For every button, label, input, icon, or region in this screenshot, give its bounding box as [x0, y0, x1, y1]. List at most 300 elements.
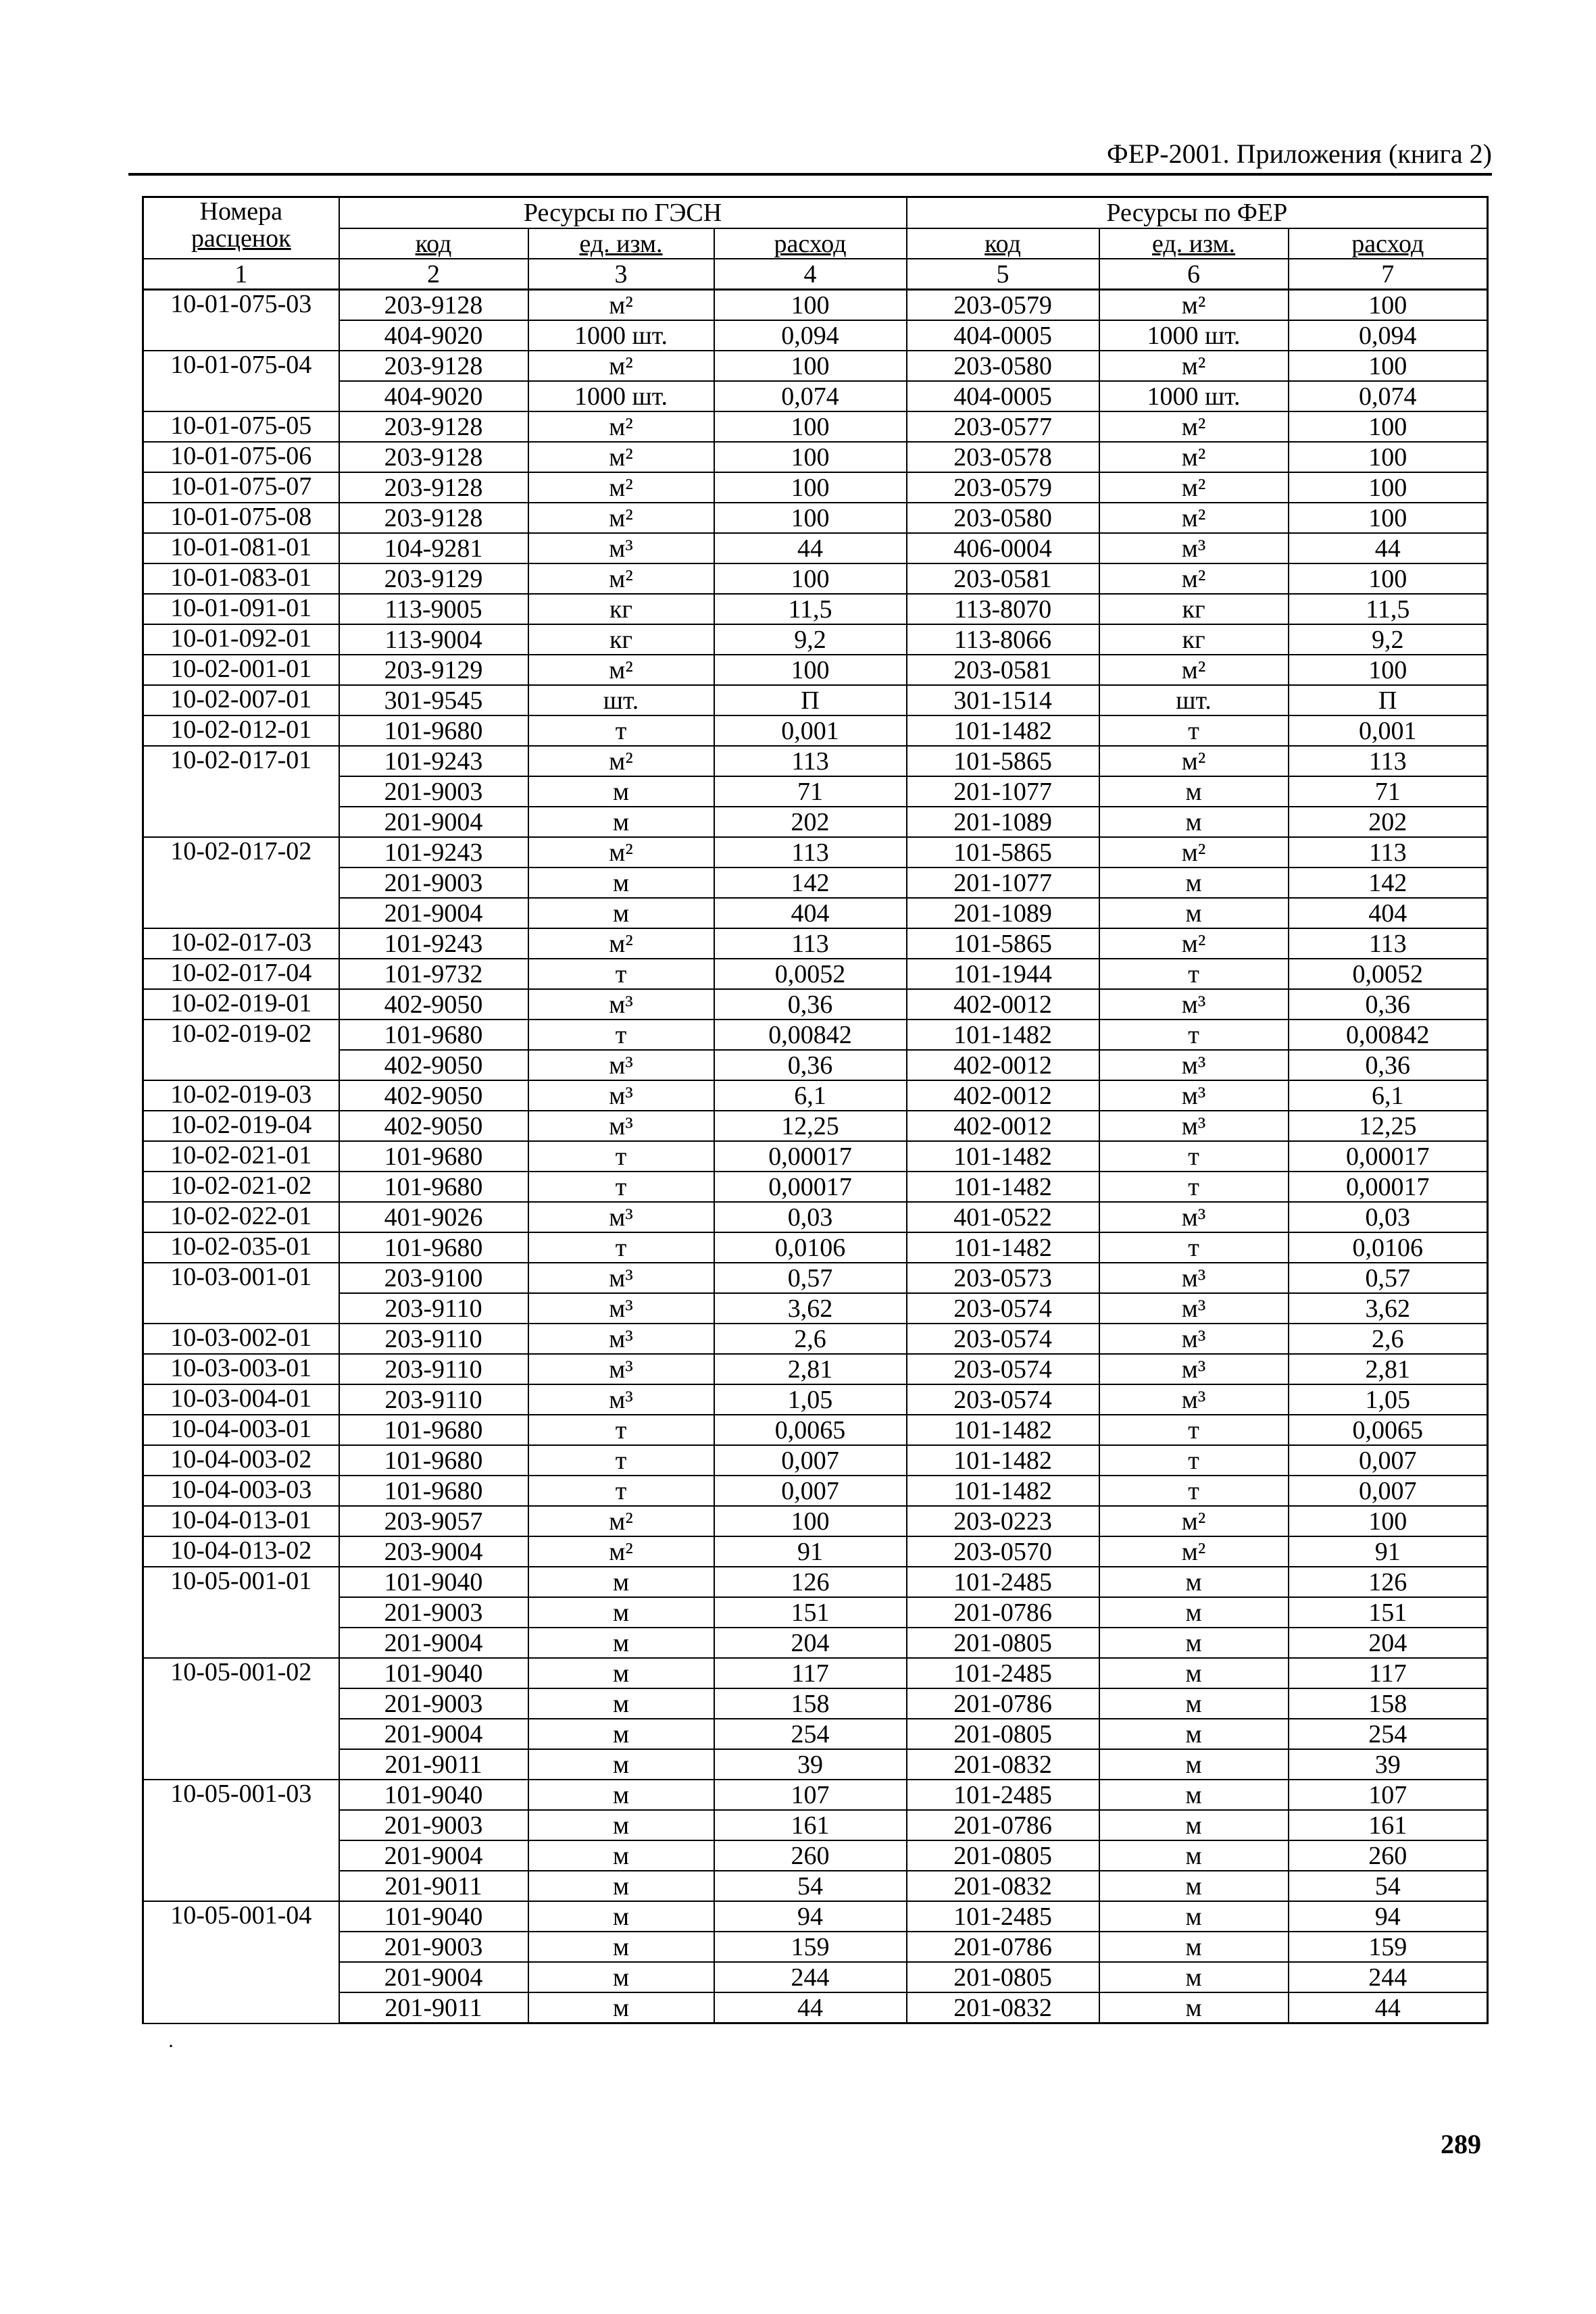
gesn-consumption-cell: 0,57: [714, 1263, 907, 1293]
gesn-consumption-cell: 94: [714, 1901, 907, 1932]
table-row: [143, 1415, 1488, 1445]
gesn-code-cell: 104-9281: [339, 533, 528, 563]
gesn-unit-cell: м²: [528, 351, 714, 381]
table-row: [143, 1111, 1488, 1141]
table-row: [143, 594, 1488, 624]
fer-consumption-cell: 151: [1289, 1597, 1488, 1628]
table-row: [143, 1506, 1488, 1536]
rate-number-cell: 10-02-017-02: [143, 837, 339, 928]
gesn-code-cell: 201-9004: [339, 1840, 528, 1871]
gesn-consumption-cell: 91: [714, 1536, 907, 1567]
table-row: [143, 1324, 1488, 1354]
gesn-consumption-cell: 100: [714, 351, 907, 381]
fer-consumption-cell: 113: [1289, 837, 1488, 867]
gesn-unit-cell: м³: [528, 1202, 714, 1232]
fer-code-cell: 404-0005: [907, 381, 1099, 411]
fer-unit-cell: шт.: [1099, 685, 1289, 715]
gesn-unit-cell: м: [528, 1871, 714, 1901]
fer-consumption-cell: 100: [1289, 290, 1488, 321]
gesn-consumption-cell: 161: [714, 1810, 907, 1840]
rate-number-cell: 10-02-035-01: [143, 1232, 339, 1263]
table-row: [143, 351, 1488, 381]
fer-unit-cell: м²: [1099, 411, 1289, 442]
gesn-unit-cell: м³: [528, 1080, 714, 1111]
gesn-unit-cell: м: [528, 1628, 714, 1658]
fer-unit-cell: м³: [1099, 1324, 1289, 1354]
gesn-code-cell: 201-9004: [339, 898, 528, 928]
gesn-consumption-cell: 39: [714, 1749, 907, 1780]
page-number: 289: [1441, 2129, 1481, 2159]
rate-number-cell: 10-04-013-02: [143, 1536, 339, 1567]
gesn-code-cell: 101-9680: [339, 1172, 528, 1202]
fer-consumption-cell: 6,1: [1289, 1080, 1488, 1111]
fer-code-cell: 201-1089: [907, 898, 1099, 928]
gesn-consumption-header: расход: [714, 228, 907, 259]
fer-unit-cell: м: [1099, 1688, 1289, 1719]
gesn-unit-cell: м: [528, 898, 714, 928]
gesn-consumption-cell: 44: [714, 533, 907, 563]
fer-unit-cell: м²: [1099, 746, 1289, 776]
fer-code-cell: 203-0574: [907, 1324, 1099, 1354]
rate-number-cell: 10-01-092-01: [143, 624, 339, 655]
gesn-code-cell: 101-9243: [339, 746, 528, 776]
fer-code-cell: 201-0805: [907, 1719, 1099, 1749]
fer-consumption-cell: 3,62: [1289, 1293, 1488, 1324]
gesn-unit-cell: м: [528, 1719, 714, 1749]
gesn-code-cell: 201-9003: [339, 867, 528, 898]
table-row: [143, 807, 1488, 837]
fer-unit-cell: м: [1099, 1780, 1289, 1810]
gesn-unit-cell: м²: [528, 563, 714, 594]
gesn-consumption-cell: 0,00842: [714, 1020, 907, 1050]
table-row: [143, 1871, 1488, 1901]
gesn-code-cell: 203-9057: [339, 1506, 528, 1536]
table-row: [143, 1141, 1488, 1172]
gesn-code-cell: 201-9003: [339, 1597, 528, 1628]
gesn-code-cell: 101-9040: [339, 1658, 528, 1688]
fer-code-cell: 201-0805: [907, 1628, 1099, 1658]
fer-unit-cell: м: [1099, 1597, 1289, 1628]
gesn-unit-cell: м: [528, 867, 714, 898]
gesn-consumption-cell: 100: [714, 472, 907, 503]
gesn-unit-cell: м³: [528, 1263, 714, 1293]
gesn-code-cell: 101-9040: [339, 1780, 528, 1810]
fer-unit-cell: м³: [1099, 1354, 1289, 1384]
table-row: [143, 776, 1488, 807]
table-row: [143, 1688, 1488, 1719]
gesn-consumption-cell: 71: [714, 776, 907, 807]
fer-consumption-cell: 244: [1289, 1962, 1488, 1992]
gesn-code-cell: 101-9040: [339, 1901, 528, 1932]
gesn-code-cell: 201-9004: [339, 1628, 528, 1658]
fer-code-cell: 203-0580: [907, 503, 1099, 533]
column-number: 6: [1099, 259, 1289, 290]
gesn-code-cell: 203-9129: [339, 563, 528, 594]
fer-consumption-cell: 2,81: [1289, 1354, 1488, 1384]
gesn-code-cell: 203-9128: [339, 290, 528, 321]
fer-consumption-cell: 71: [1289, 776, 1488, 807]
gesn-consumption-cell: 1,05: [714, 1384, 907, 1415]
gesn-code-cell: 203-9110: [339, 1384, 528, 1415]
fer-unit-cell: м: [1099, 1992, 1289, 2023]
rate-number-cell: 10-01-075-04: [143, 351, 339, 411]
gesn-code-cell: 402-9050: [339, 1080, 528, 1111]
gesn-consumption-cell: 100: [714, 442, 907, 472]
fer-code-cell: 101-1482: [907, 1141, 1099, 1172]
rate-number-cell: 10-05-001-02: [143, 1658, 339, 1780]
gesn-unit-cell: м²: [528, 837, 714, 867]
fer-code-cell: 203-0580: [907, 351, 1099, 381]
gesn-code-cell: 201-9003: [339, 776, 528, 807]
fer-consumption-cell: 0,001: [1289, 715, 1488, 746]
table-row: [143, 1932, 1488, 1962]
fer-code-cell: 203-0574: [907, 1354, 1099, 1384]
gesn-unit-cell: м: [528, 1962, 714, 1992]
fer-code-cell: 113-8066: [907, 624, 1099, 655]
fer-code-cell: 113-8070: [907, 594, 1099, 624]
fer-code-cell: 101-2485: [907, 1901, 1099, 1932]
gesn-consumption-cell: 158: [714, 1688, 907, 1719]
fer-consumption-cell: 2,6: [1289, 1324, 1488, 1354]
gesn-consumption-cell: 113: [714, 746, 907, 776]
fer-unit-cell: м³: [1099, 533, 1289, 563]
fer-consumption-cell: 39: [1289, 1749, 1488, 1780]
gesn-consumption-cell: 126: [714, 1567, 907, 1597]
column-number: 1: [143, 259, 339, 290]
fer-unit-cell: т: [1099, 715, 1289, 746]
gesn-consumption-cell: 117: [714, 1658, 907, 1688]
fer-consumption-cell: 100: [1289, 472, 1488, 503]
fer-unit-cell: т: [1099, 1445, 1289, 1476]
fer-consumption-cell: 158: [1289, 1688, 1488, 1719]
fer-consumption-cell: 0,0065: [1289, 1415, 1488, 1445]
gesn-unit-cell: м³: [528, 533, 714, 563]
fer-code-cell: 201-0805: [907, 1840, 1099, 1871]
gesn-unit-cell: т: [528, 959, 714, 989]
rate-number-cell: 10-04-003-01: [143, 1415, 339, 1445]
gesn-unit-cell: м²: [528, 503, 714, 533]
fer-consumption-cell: 100: [1289, 655, 1488, 685]
gesn-consumption-cell: 254: [714, 1719, 907, 1749]
gesn-code-cell: 203-9128: [339, 411, 528, 442]
table-row: [143, 1080, 1488, 1111]
stray-mark: ·: [168, 2035, 174, 2057]
fer-unit-cell: м³: [1099, 1111, 1289, 1141]
table-row: [143, 1658, 1488, 1688]
gesn-code-cell: 101-9680: [339, 1445, 528, 1476]
table-row: [143, 472, 1488, 503]
gesn-code-cell: 101-9243: [339, 837, 528, 867]
fer-consumption-cell: 100: [1289, 351, 1488, 381]
fer-consumption-cell: 94: [1289, 1901, 1488, 1932]
fer-code-cell: 201-0786: [907, 1810, 1099, 1840]
gesn-unit-cell: м²: [528, 655, 714, 685]
fer-unit-cell: м: [1099, 1871, 1289, 1901]
gesn-unit-cell: м²: [528, 746, 714, 776]
table-row: [143, 1749, 1488, 1780]
fer-unit-cell: м: [1099, 1962, 1289, 1992]
fer-unit-cell: м: [1099, 1810, 1289, 1840]
column-number: 3: [528, 259, 714, 290]
gesn-code-cell: 203-9128: [339, 503, 528, 533]
column-number: 2: [339, 259, 528, 290]
gesn-unit-cell: м: [528, 1688, 714, 1719]
fer-code-cell: 203-0570: [907, 1536, 1099, 1567]
fer-unit-cell: м²: [1099, 837, 1289, 867]
table-row: [143, 655, 1488, 685]
table-body: [143, 290, 1488, 2023]
fer-unit-cell: т: [1099, 1172, 1289, 1202]
rate-number-cell: 10-02-017-04: [143, 959, 339, 989]
table-row: [143, 1050, 1488, 1080]
gesn-code-cell: 203-9004: [339, 1536, 528, 1567]
gesn-code-cell: 404-9020: [339, 320, 528, 351]
gesn-unit-cell: т: [528, 1445, 714, 1476]
gesn-consumption-cell: 0,0106: [714, 1232, 907, 1263]
gesn-consumption-cell: 2,81: [714, 1354, 907, 1384]
gesn-code-cell: 203-9128: [339, 351, 528, 381]
fer-consumption-cell: 202: [1289, 807, 1488, 837]
rate-number-cell: 10-02-019-01: [143, 989, 339, 1020]
fer-consumption-cell: 44: [1289, 1992, 1488, 2023]
fer-code-cell: 101-1482: [907, 1476, 1099, 1506]
fer-code-cell: 201-1089: [907, 807, 1099, 837]
gesn-unit-cell: м²: [528, 928, 714, 959]
fer-consumption-cell: 11,5: [1289, 594, 1488, 624]
rate-number-cell: 10-05-001-03: [143, 1780, 339, 1901]
fer-unit-cell: м³: [1099, 1384, 1289, 1415]
table-row: [143, 1202, 1488, 1232]
gesn-consumption-cell: 204: [714, 1628, 907, 1658]
fer-consumption-cell: 0,007: [1289, 1476, 1488, 1506]
gesn-unit-cell: т: [528, 1232, 714, 1263]
fer-unit-cell: м²: [1099, 472, 1289, 503]
rate-numbers-header-line1: Номера: [199, 197, 282, 226]
fer-consumption-cell: 0,00842: [1289, 1020, 1488, 1050]
table-row: [143, 320, 1488, 351]
gesn-unit-cell: м³: [528, 1111, 714, 1141]
resources-table: [142, 196, 1489, 2024]
fer-unit-cell: м: [1099, 1932, 1289, 1962]
fer-unit-cell: т: [1099, 1141, 1289, 1172]
table-row: [143, 1172, 1488, 1202]
gesn-unit-cell: м²: [528, 290, 714, 321]
gesn-consumption-cell: 54: [714, 1871, 907, 1901]
gesn-unit-cell: м³: [528, 1050, 714, 1080]
fer-consumption-cell: 254: [1289, 1719, 1488, 1749]
fer-code-cell: 101-1482: [907, 1020, 1099, 1050]
fer-unit-cell: т: [1099, 959, 1289, 989]
gesn-code-cell: 101-9680: [339, 1476, 528, 1506]
rate-number-cell: 10-01-091-01: [143, 594, 339, 624]
fer-unit-cell: м: [1099, 807, 1289, 837]
fer-code-cell: 402-0012: [907, 1050, 1099, 1080]
gesn-code-cell: 101-9680: [339, 715, 528, 746]
gesn-unit-cell: м: [528, 776, 714, 807]
table-row: [143, 1232, 1488, 1263]
gesn-code-cell: 201-9004: [339, 1962, 528, 1992]
table-row: [143, 1476, 1488, 1506]
table-row: [143, 898, 1488, 928]
table-row: [143, 1445, 1488, 1476]
table-row: [143, 381, 1488, 411]
gesn-consumption-cell: 100: [714, 563, 907, 594]
page-header: [128, 134, 1492, 176]
table-row: [143, 989, 1488, 1020]
gesn-code-cell: 402-9050: [339, 1050, 528, 1080]
table-row: [143, 1901, 1488, 1932]
gesn-consumption-cell: 0,094: [714, 320, 907, 351]
gesn-code-cell: 113-9005: [339, 594, 528, 624]
fer-consumption-cell: 107: [1289, 1780, 1488, 1810]
gesn-code-cell: 113-9004: [339, 624, 528, 655]
fer-consumption-cell: 159: [1289, 1932, 1488, 1962]
fer-code-cell: 201-0786: [907, 1597, 1099, 1628]
fer-consumption-cell: 0,007: [1289, 1445, 1488, 1476]
gesn-code-cell: 203-9128: [339, 442, 528, 472]
fer-code-cell: 101-5865: [907, 837, 1099, 867]
gesn-consumption-cell: 151: [714, 1597, 907, 1628]
gesn-code-cell: 201-9003: [339, 1932, 528, 1962]
fer-consumption-cell: 0,36: [1289, 989, 1488, 1020]
gesn-unit-cell: м: [528, 1780, 714, 1810]
gesn-unit-cell: шт.: [528, 685, 714, 715]
gesn-consumption-cell: 11,5: [714, 594, 907, 624]
rate-number-cell: 10-03-004-01: [143, 1384, 339, 1415]
table-row: [143, 685, 1488, 715]
gesn-unit-cell: 1000 шт.: [528, 320, 714, 351]
fer-code-cell: 201-0805: [907, 1962, 1099, 1992]
table-row: [143, 563, 1488, 594]
fer-consumption-cell: 100: [1289, 411, 1488, 442]
gesn-code-cell: 201-9003: [339, 1810, 528, 1840]
gesn-consumption-cell: 113: [714, 928, 907, 959]
gesn-consumption-cell: 0,00017: [714, 1172, 907, 1202]
gesn-consumption-cell: 0,03: [714, 1202, 907, 1232]
rate-number-cell: 10-04-003-03: [143, 1476, 339, 1506]
gesn-consumption-cell: 100: [714, 1506, 907, 1536]
gesn-unit-cell: м³: [528, 1354, 714, 1384]
fer-code-cell: 203-0578: [907, 442, 1099, 472]
rate-number-cell: 10-02-019-04: [143, 1111, 339, 1141]
gesn-unit-cell: м²: [528, 1506, 714, 1536]
gesn-code-cell: 101-9680: [339, 1141, 528, 1172]
table-row: [143, 867, 1488, 898]
gesn-unit-cell: м: [528, 1597, 714, 1628]
fer-unit-cell: м³: [1099, 1293, 1289, 1324]
table-row: [143, 746, 1488, 776]
rate-number-cell: 10-05-001-04: [143, 1901, 339, 2023]
table-row: [143, 1020, 1488, 1050]
rate-number-cell: 10-02-017-01: [143, 746, 339, 837]
gesn-consumption-cell: П: [714, 685, 907, 715]
gesn-unit-cell: м: [528, 1658, 714, 1688]
gesn-code-cell: 201-9004: [339, 807, 528, 837]
gesn-unit-cell: м²: [528, 411, 714, 442]
table-row: [143, 1780, 1488, 1810]
table-row: [143, 1719, 1488, 1749]
gesn-code-cell: 203-9110: [339, 1354, 528, 1384]
gesn-unit-cell: т: [528, 1476, 714, 1506]
gesn-consumption-cell: 2,6: [714, 1324, 907, 1354]
rate-number-cell: 10-01-075-03: [143, 290, 339, 351]
rate-number-cell: 10-02-001-01: [143, 655, 339, 685]
table-row: [143, 1567, 1488, 1597]
fer-code-cell: 101-1482: [907, 1445, 1099, 1476]
fer-code-cell: 203-0581: [907, 563, 1099, 594]
gesn-consumption-cell: 202: [714, 807, 907, 837]
gesn-unit-cell: т: [528, 1172, 714, 1202]
table-header: [143, 197, 1488, 290]
gesn-consumption-cell: 44: [714, 1992, 907, 2023]
fer-unit-cell: м: [1099, 867, 1289, 898]
fer-consumption-cell: 100: [1289, 442, 1488, 472]
gesn-unit-cell: м³: [528, 1384, 714, 1415]
fer-unit-cell: 1000 шт.: [1099, 381, 1289, 411]
fer-unit-cell: м: [1099, 1628, 1289, 1658]
gesn-code-cell: 101-9680: [339, 1415, 528, 1445]
fer-unit-cell: м²: [1099, 442, 1289, 472]
gesn-consumption-cell: 9,2: [714, 624, 907, 655]
gesn-consumption-cell: 0,0065: [714, 1415, 907, 1445]
rate-number-cell: 10-01-075-05: [143, 411, 339, 442]
fer-unit-cell: м³: [1099, 989, 1289, 1020]
gesn-consumption-cell: 107: [714, 1780, 907, 1810]
fer-unit-cell: кг: [1099, 624, 1289, 655]
fer-consumption-cell: 100: [1289, 1506, 1488, 1536]
table-row: [143, 837, 1488, 867]
fer-consumption-cell: 100: [1289, 563, 1488, 594]
gesn-unit-cell: м²: [528, 1536, 714, 1567]
fer-unit-cell: м²: [1099, 1506, 1289, 1536]
table-row: [143, 1597, 1488, 1628]
table-row: [143, 1263, 1488, 1293]
fer-code-cell: 203-0573: [907, 1263, 1099, 1293]
fer-code-cell: 201-1077: [907, 776, 1099, 807]
gesn-unit-cell: м: [528, 1810, 714, 1840]
gesn-unit-cell: м: [528, 1749, 714, 1780]
table-row: [143, 1628, 1488, 1658]
fer-code-cell: 203-0579: [907, 290, 1099, 321]
rate-number-cell: 10-02-022-01: [143, 1202, 339, 1232]
fer-consumption-cell: 12,25: [1289, 1111, 1488, 1141]
fer-consumption-cell: 260: [1289, 1840, 1488, 1871]
rate-number-cell: 10-04-013-01: [143, 1506, 339, 1536]
gesn-unit-cell: м: [528, 1901, 714, 1932]
fer-code-cell: 101-5865: [907, 928, 1099, 959]
fer-code-cell: 101-1944: [907, 959, 1099, 989]
fer-consumption-cell: 142: [1289, 867, 1488, 898]
fer-code-cell: 301-1514: [907, 685, 1099, 715]
gesn-consumption-cell: 0,074: [714, 381, 907, 411]
fer-unit-cell: м: [1099, 1567, 1289, 1597]
table-row: [143, 411, 1488, 442]
fer-code-cell: 201-0832: [907, 1749, 1099, 1780]
fer-unit-cell: м²: [1099, 563, 1289, 594]
fer-code-cell: 203-0577: [907, 411, 1099, 442]
fer-unit-cell: м³: [1099, 1050, 1289, 1080]
gesn-consumption-cell: 0,007: [714, 1445, 907, 1476]
gesn-consumption-cell: 100: [714, 503, 907, 533]
table-row: [143, 1536, 1488, 1567]
gesn-consumption-cell: 260: [714, 1840, 907, 1871]
rate-number-cell: 10-02-019-02: [143, 1020, 339, 1080]
fer-unit-cell: м³: [1099, 1202, 1289, 1232]
fer-consumption-cell: 126: [1289, 1567, 1488, 1597]
fer-unit-cell: м: [1099, 1749, 1289, 1780]
gesn-unit-header: ед. изм.: [528, 228, 714, 259]
gesn-code-cell: 101-9243: [339, 928, 528, 959]
